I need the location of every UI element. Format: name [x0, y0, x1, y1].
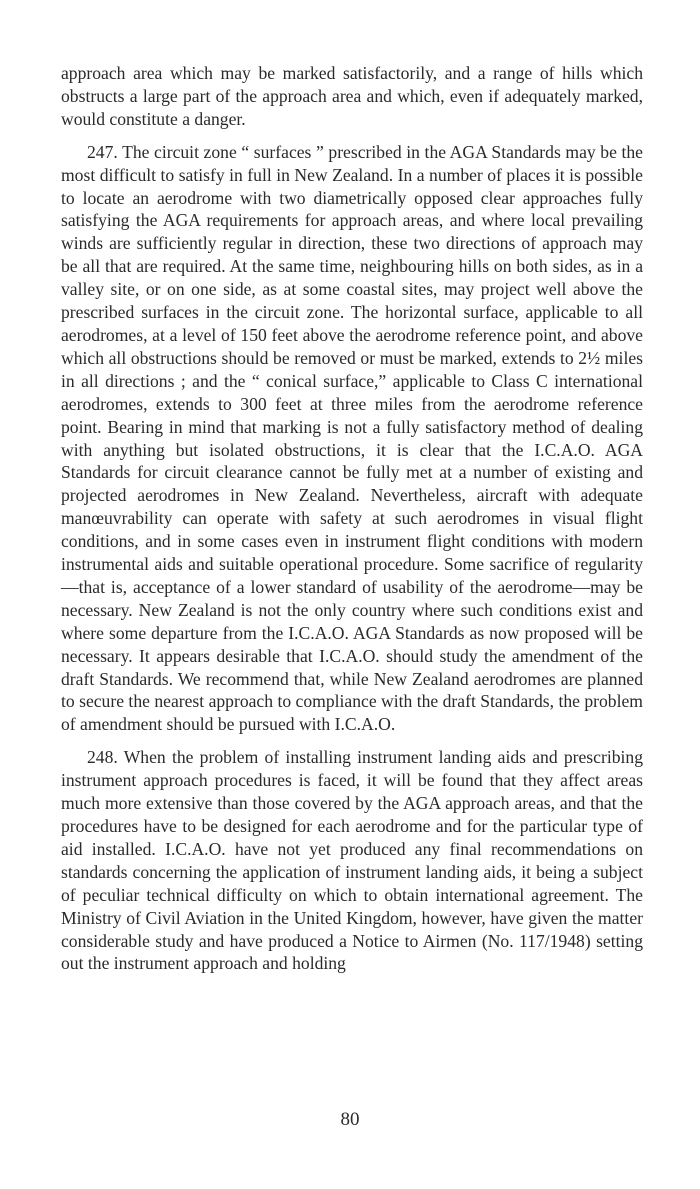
document-page: [61, 62, 643, 975]
paragraph-247: 247. The circuit zone “ surfaces ” prescribed in the AGA Standards may be the most difficult to satisfy in full in New Zealand. In a number of places it is possible to locate an aerodrome with two diametrically opposed clear approaches fully satisfying the AGA requirements for approach areas, and where local prevailing winds are sufficiently regular in direction, these two directions of approach may be all that are required. At the same time, neighbouring hills on both sides, as in a valley site, or on one side, as at some coastal sites, may project well above the prescribed surfaces in the circuit zone. The horizontal surface, applicable to all aerodromes, at a level of 150 feet above the aerodrome reference point, and above which all obstructions should be removed or must be marked, extends to 2½ miles in all directions ; and the “ conical surface,” applicable to Class C international aerodromes, extends to 300 feet at three miles from the aerodrome reference point. Bearing in mind that marking is not a fully satisfactory method of dealing with anything but isolated obstructions, it is clear that the I.C.A.O. AGA Standards for circuit clearance cannot be fully met at a number of existing and projected aerodromes in New Zealand. Nevertheless, aircraft with adequate manœuvrability can operate with safety at such aerodromes in visual flight conditions, and in some cases even in instrument flight conditions with modern instrumental aids and suitable operational procedure. Some sacrifice of regularity—that is, acceptance of a lower standard of usability of the aerodrome—may be necessary. New Zealand is not the only country where such conditions exist and where some departure from the I.C.A.O. AGA Standards as now proposed will be necessary. It appears desirable that I.C.A.O. should study the amendment of the draft Standards. We recommend that, while New Zealand aerodromes are planned to secure the nearest approach to compliance with the draft Standards, the problem of amendment should be pursued with I.C.A.O.: [61, 141, 643, 735]
page-number: 80: [340, 1109, 360, 1130]
paragraph-continuation: approach area which may be marked satisfactorily, and a range of hills which obstructs a large part of the approach area and which, even if adequately marked, would constitute a danger.: [61, 63, 643, 129]
paragraph-248: 248. When the problem of installing instrument landing aids and prescribing instrument approach procedures is faced, it will be found that they affect areas much more extensive than those covered by the AGA approach areas, and that the procedures have to be designed for each aerodrome and for the particular type of aid installed. I.C.A.O. have not yet produced any final recommendations on standards concerning the application of instrument landing aids, it being a subject of peculiar technical difficulty on which to obtain international agreement. The Ministry of Civil Aviation in the United Kingdom, however, have given the matter considerable study and have produced a Notice to Airmen (No. 117/1948) setting out the instrument approach and holding: [61, 747, 643, 974]
